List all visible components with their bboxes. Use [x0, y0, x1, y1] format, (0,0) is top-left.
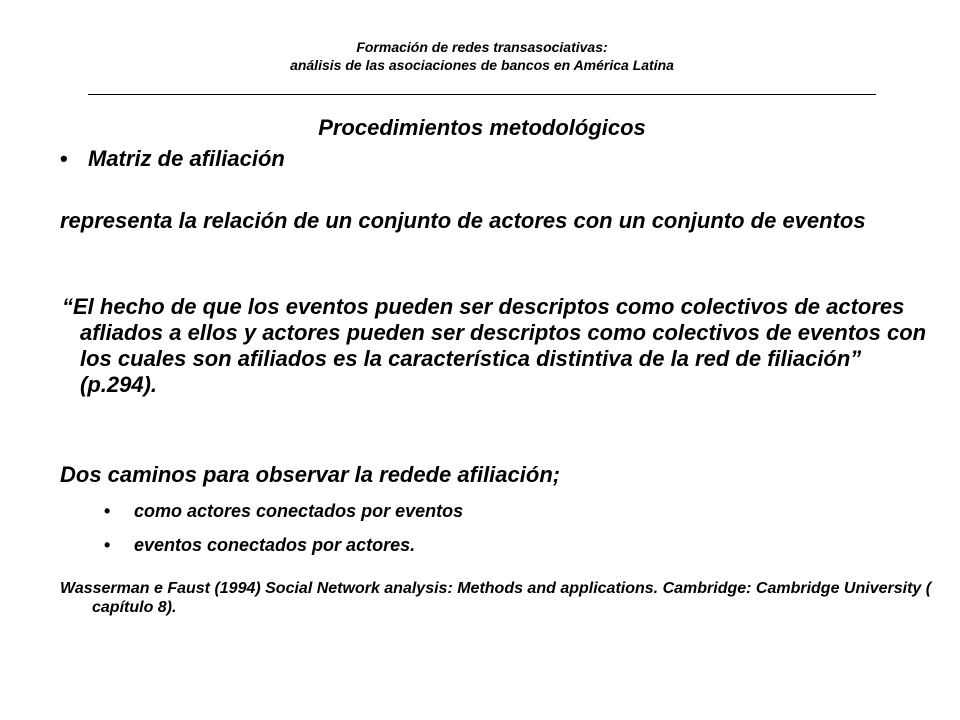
header-title-line1: Formación de redes transasociativas:	[356, 39, 608, 55]
list-item-label: eventos conectados por actores.	[134, 535, 416, 555]
main-bullet-label: Matriz de afiliación	[88, 146, 285, 171]
two-ways-list	[104, 494, 463, 562]
list-item-label: como actores conectados por eventos	[134, 501, 464, 521]
main-bullet	[60, 145, 285, 173]
section-title: Procedimientos metodológicos	[318, 115, 646, 140]
document-header	[88, 38, 876, 74]
bullet-marker: •	[104, 535, 111, 555]
header-title-line2: análisis de las asociaciones de bancos en América Latina	[290, 57, 674, 73]
header-divider	[88, 94, 876, 95]
two-ways-heading: Dos caminos para observar la redede afiliación;	[60, 462, 561, 487]
reference-citation: Wasserman e Faust (1994) Social Network analysis: Methods and applications. Cambridge: Cambridge University ( capítulo 8).	[60, 580, 932, 616]
bullet-marker: •	[60, 146, 68, 171]
definition-paragraph: representa la relación de un conjunto de actores con un conjunto de eventos	[60, 208, 866, 233]
list-item	[104, 494, 463, 528]
quote-paragraph: “El hecho de que los eventos pueden ser descriptos como colectivos de actores afliados a ellos y actores pueden ser descriptos como colectivos de eventos con los cuales son afiliados es la característica distintiva de la red de filiación” (p.294).	[62, 294, 927, 397]
list-item	[104, 528, 463, 562]
bullet-marker: •	[104, 501, 111, 521]
